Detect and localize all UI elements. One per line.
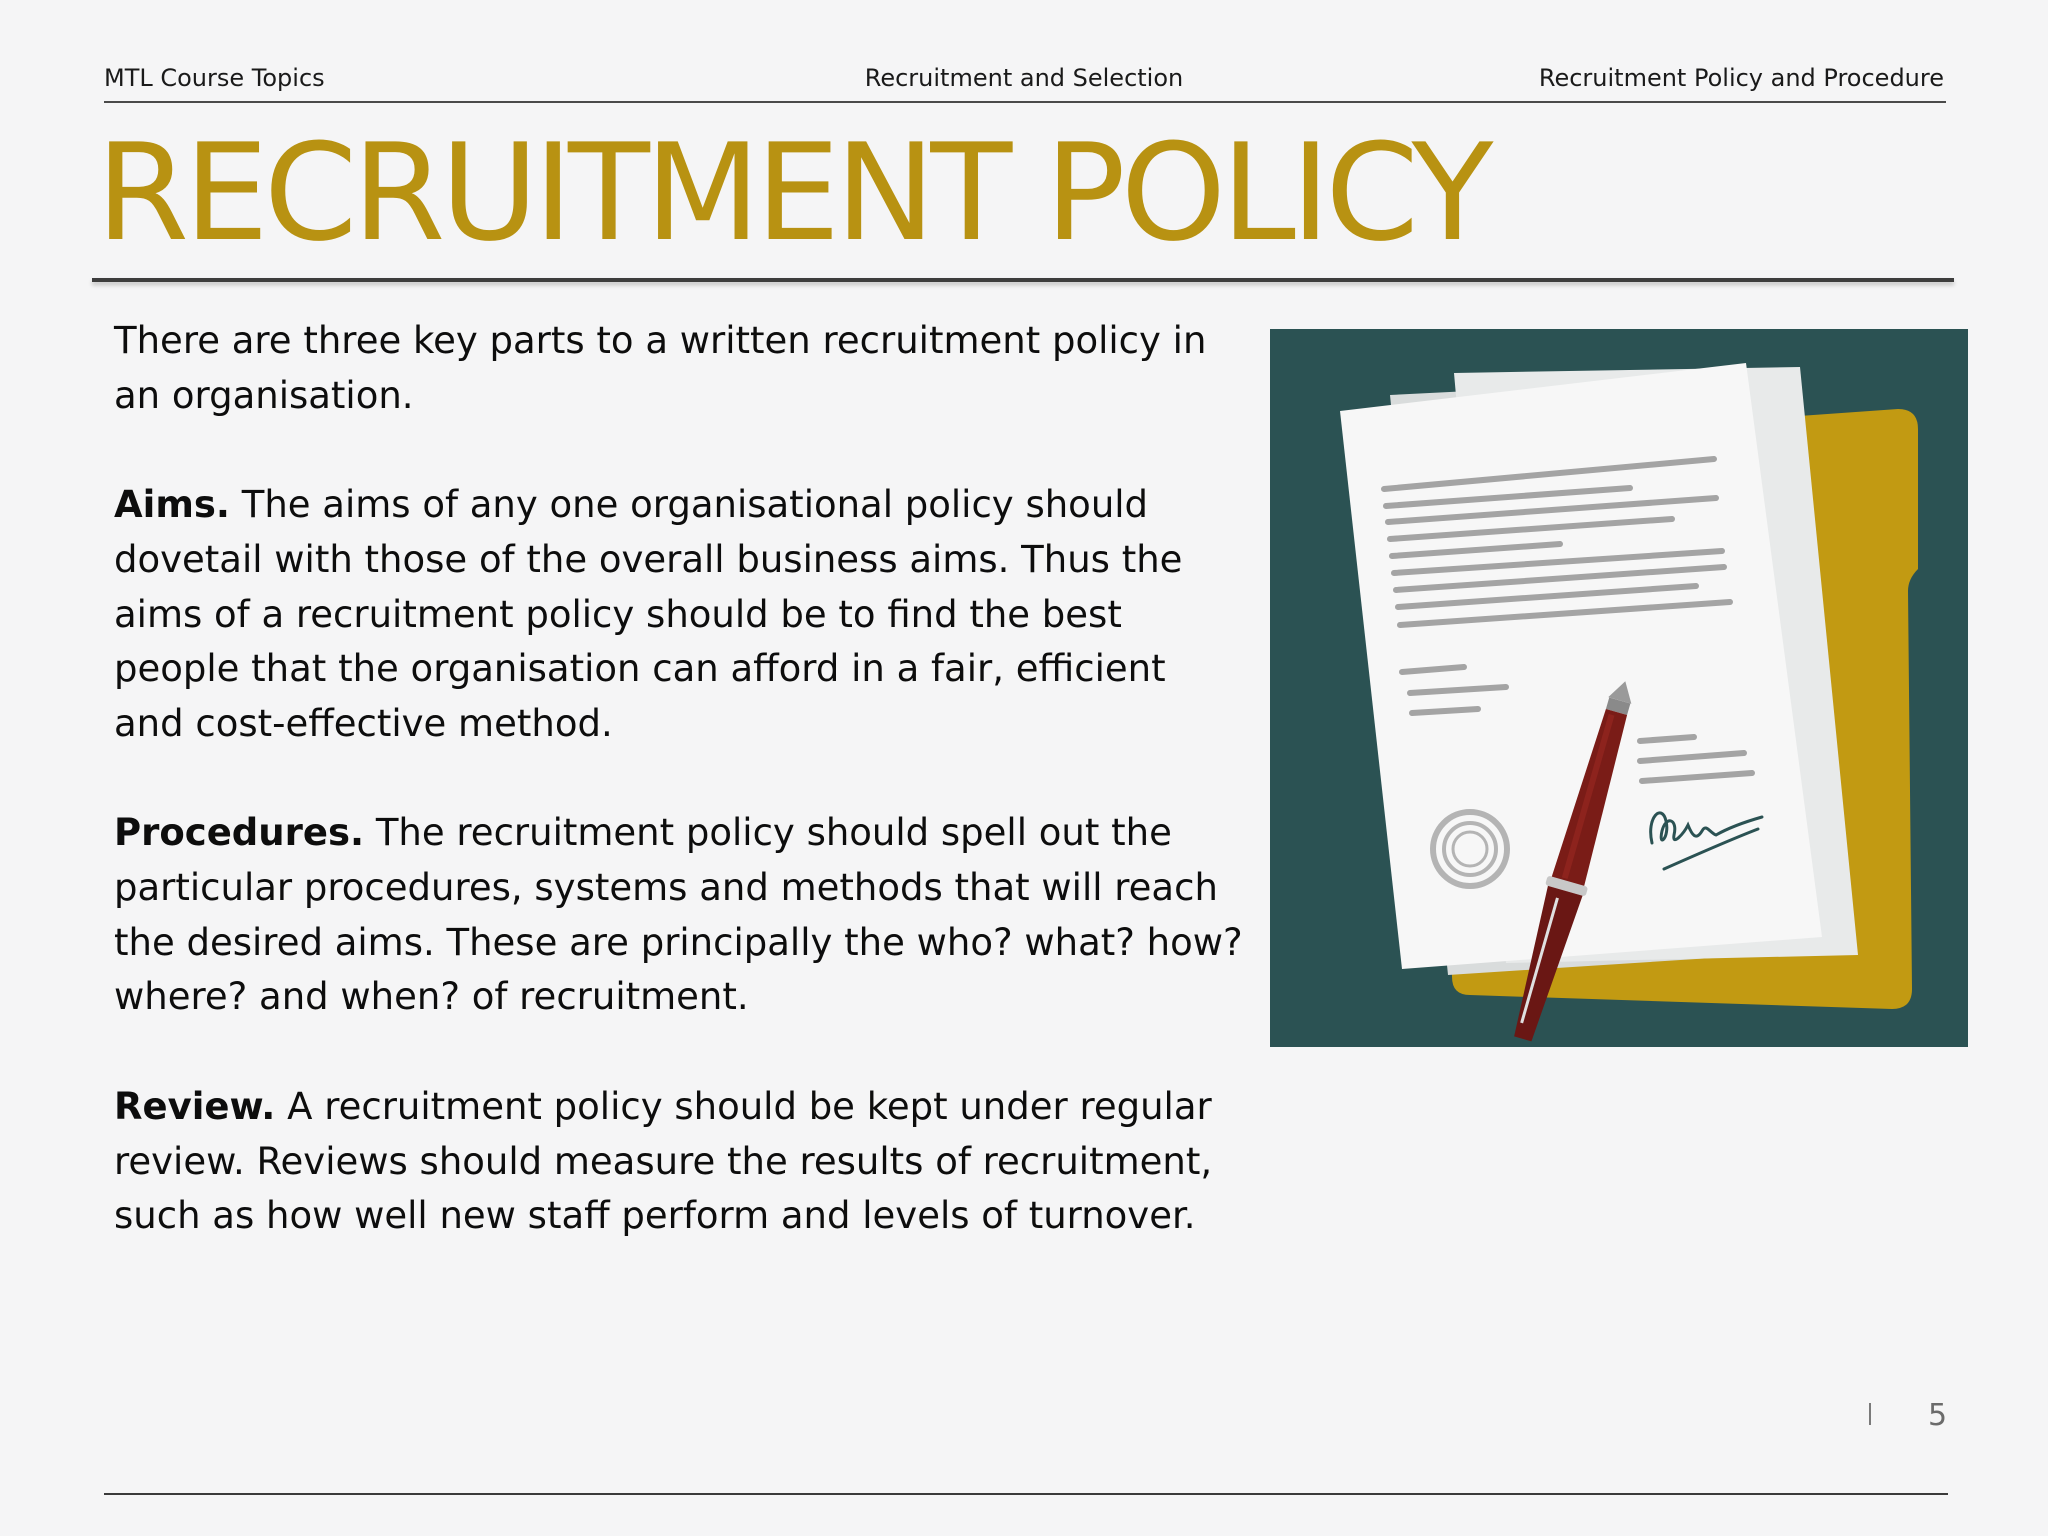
procedures-paragraph xyxy=(114,806,1244,1025)
intro-paragraph: There are three key parts to a written recruitment policy in an organisation. xyxy=(114,319,1207,417)
footer-divider xyxy=(104,1493,1948,1495)
page-number-divider xyxy=(1869,1403,1871,1425)
aims-term: Aims. xyxy=(114,483,230,527)
procedures-text: The recruitment policy should spell out the particular procedures, systems and methods that will reach the desired aims. These are principally the who? what? how? where? and when? of recruitment. xyxy=(114,811,1243,1019)
aims-text: The aims of any one organisational policy should dovetail with those of the overall business aims. Thus the aims of a recruitment policy should be to find the best people that the organisation can afford in a fair, efficient and cost-effective method. xyxy=(114,483,1183,745)
header-topic: Recruitment Policy and Procedure xyxy=(1538,64,1944,92)
review-term: Review. xyxy=(114,1084,276,1128)
page-title: RECRUITMENT POLICY xyxy=(96,115,1489,271)
signed-document-icon xyxy=(1270,329,1968,1047)
aims-paragraph xyxy=(114,478,1244,752)
review-text: A recruitment policy should be kept under regular review. Reviews should measure the results of recruitment, such as how well new staff perform and levels of turnover. xyxy=(114,1084,1213,1238)
header-section: Recruitment and Selection xyxy=(864,64,1184,92)
page-number: 5 xyxy=(1928,1398,1948,1433)
procedures-term: Procedures. xyxy=(114,811,365,855)
header-divider xyxy=(104,101,1946,103)
body-text xyxy=(114,314,1244,1299)
title-divider xyxy=(92,278,1954,282)
review-paragraph xyxy=(114,1080,1244,1244)
header-course-topics: MTL Course Topics xyxy=(104,64,325,92)
